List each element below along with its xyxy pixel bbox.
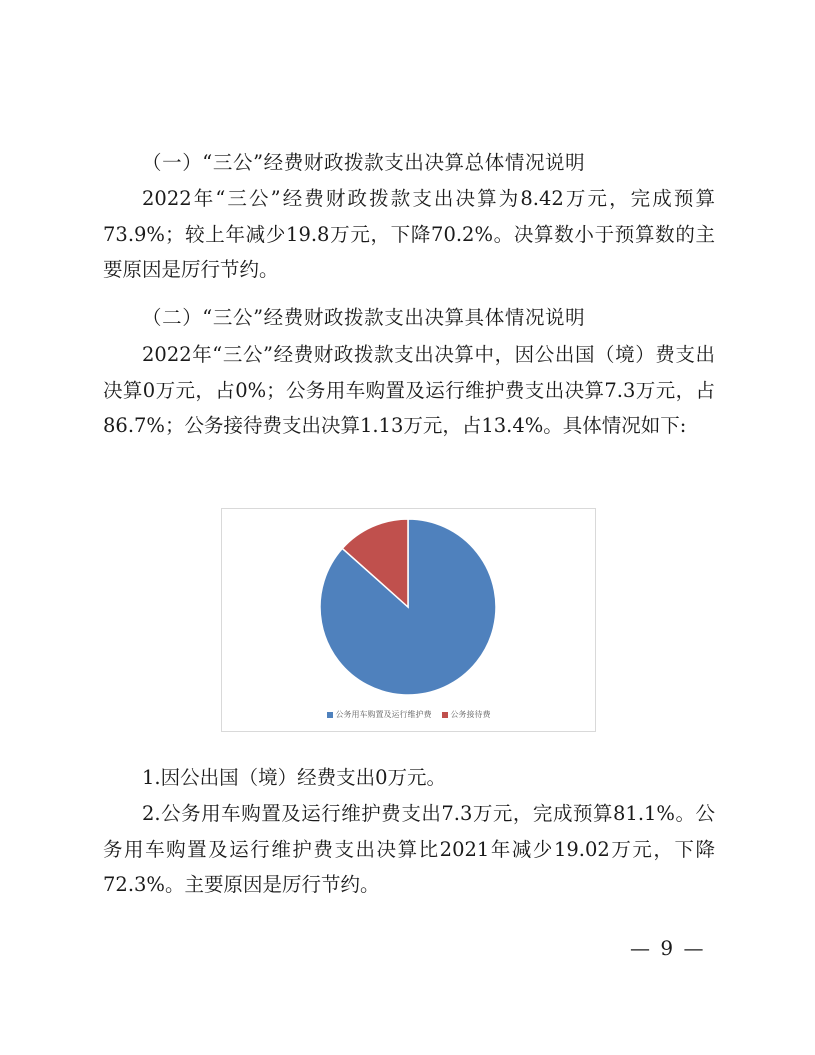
pie-chart xyxy=(221,508,596,732)
legend-swatch-vehicle xyxy=(327,712,333,718)
pie-chart-svg xyxy=(222,509,595,731)
legend-swatch-reception xyxy=(442,712,448,718)
paragraph-overall: 2022年“三公”经费财政拨款支出决算为8.42万元，完成预算73.9%；较上年减少19.8万元，下降70.2%。决算数小于预算数的主要原因是厉行节约。 xyxy=(103,187,715,281)
legend-item-vehicle xyxy=(327,709,432,720)
page-number: — 9 — xyxy=(630,936,706,960)
paragraph-vehicle: 2.公务用车购置及运行维护费支出7.3万元，完成预算81.1%。公务用车购置及运行维护费支出决算比2021年减少19.02万元，下降72.3%。主要原因是厉行节约。 xyxy=(103,802,715,896)
chart-legend xyxy=(222,709,595,720)
section-heading-overall: （一）“三公”经费财政拨款支出决算总体情况说明 xyxy=(142,151,586,174)
legend-label-vehicle: 公务用车购置及运行维护费 xyxy=(335,710,432,719)
paragraph-detail: 2022年“三公”经费财政拨款支出决算中，因公出国（境）费支出决算0万元，占0%；公务用车购置及运行维护费支出决算7.3万元，占86.7%；公务接待费支出决算1.13万元，占13.4%。具体情况如下: xyxy=(103,343,715,437)
paragraph-overseas: 1.因公出国（境）经费支出0万元。 xyxy=(142,766,447,789)
legend-item-reception xyxy=(442,709,491,720)
legend-label-reception: 公务接待费 xyxy=(450,710,491,719)
section-heading-detail: （二）“三公”经费财政拨款支出决算具体情况说明 xyxy=(142,306,586,329)
